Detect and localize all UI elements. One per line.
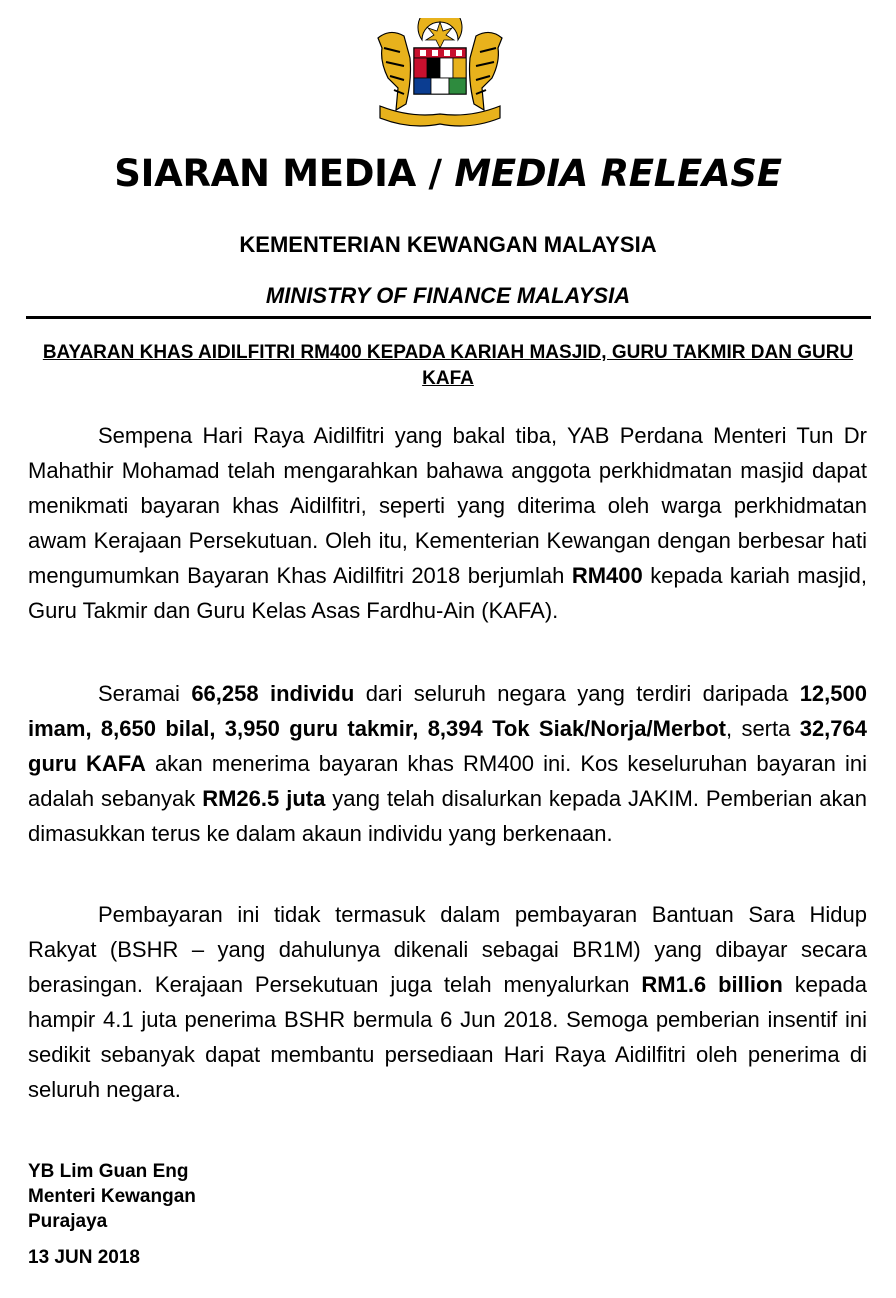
bold-figure: 32,764 guru KAFA bbox=[28, 716, 867, 776]
release-headline: BAYARAN KHAS AIDILFITRI RM400 KEPADA KARIAH MASJID, GURU TAKMIR DAN GURU KAFA bbox=[42, 342, 854, 389]
release-date: 13 JUN 2018 bbox=[28, 1247, 140, 1268]
paragraph-text: Sempena Hari Raya Aidilfitri yang bakal tiba, YAB Perdana Menteri Tun Dr Mahathir Mohamad telah mengarahkan bahawa anggota perkhidmatan masjid dapat menikmati bayaran khas Aidilfitri, seperti yang diterima oleh warga perkhidmatan awam Kerajaan Persekutuan. Oleh itu, Kementerian Kewangan dengan berbesar hati mengumumkan Bayaran Khas Aidilfitri 2018 berjumlah bbox=[28, 423, 867, 588]
bold-figure: RM26.5 juta bbox=[202, 786, 326, 811]
signature-block bbox=[28, 1159, 196, 1234]
paragraph-text: , serta bbox=[725, 716, 800, 741]
title-malay: SIARAN MEDIA bbox=[114, 152, 416, 195]
ministry-name-english: MINISTRY OF FINANCE MALAYSIA bbox=[265, 283, 631, 308]
paragraph-text: kepada kariah masjid, Guru Takmir dan Guru Kelas Asas Fardhu-Ain (KAFA). bbox=[28, 563, 867, 623]
page-title bbox=[0, 152, 896, 195]
signatory-place: Purajaya bbox=[28, 1211, 108, 1232]
bold-figure: RM1.6 billion bbox=[641, 972, 783, 997]
paragraph-2 bbox=[28, 676, 867, 851]
signatory-name: YB Lim Guan Eng bbox=[28, 1161, 189, 1182]
paragraph-text: kepada hampir 4.1 juta penerima BSHR bermula 6 Jun 2018. Semoga pemberian insentif ini sedikit sebanyak dapat membantu persediaan Hari Raya Aidilfitri oleh penerima di seluruh negara. bbox=[28, 972, 867, 1102]
crest-svg bbox=[370, 18, 510, 130]
paragraph-text: dari seluruh negara yang terdiri daripada bbox=[354, 681, 800, 706]
bold-figure: 12,500 imam, 8,650 bilal, 3,950 guru takmir, 8,394 Tok Siak/Norja/Merbot bbox=[28, 681, 867, 741]
paragraph-3 bbox=[28, 897, 867, 1107]
paragraph-text: akan menerima bayaran khas RM400 ini. Kos keseluruhan bayaran ini adalah sebanyak bbox=[28, 751, 867, 811]
title-separator: / bbox=[415, 152, 455, 195]
header-divider bbox=[26, 316, 871, 319]
signatory-position: Menteri Kewangan bbox=[28, 1186, 196, 1207]
bold-figure: 66,258 individu bbox=[191, 681, 355, 706]
paragraph-text: yang telah disalurkan kepada JAKIM. Pemberian akan dimasukkan terus ke dalam akaun individu yang berkenaan. bbox=[28, 786, 868, 846]
bold-figure: RM400 bbox=[571, 563, 643, 588]
paragraph-text: Seramai bbox=[98, 681, 192, 706]
ministry-name-malay: KEMENTERIAN KEWANGAN MALAYSIA bbox=[239, 232, 657, 257]
title-english: MEDIA RELEASE bbox=[454, 152, 782, 195]
coat-of-arms-icon bbox=[370, 18, 510, 130]
paragraph-1 bbox=[28, 418, 867, 628]
paragraph-text: Pembayaran ini tidak termasuk dalam pembayaran Bantuan Sara Hidup Rakyat (BSHR – yang dahulunya dikenali sebagai BR1M) yang dibayar secara berasingan. Kerajaan Persekutuan juga telah menyalurkan bbox=[28, 902, 867, 997]
